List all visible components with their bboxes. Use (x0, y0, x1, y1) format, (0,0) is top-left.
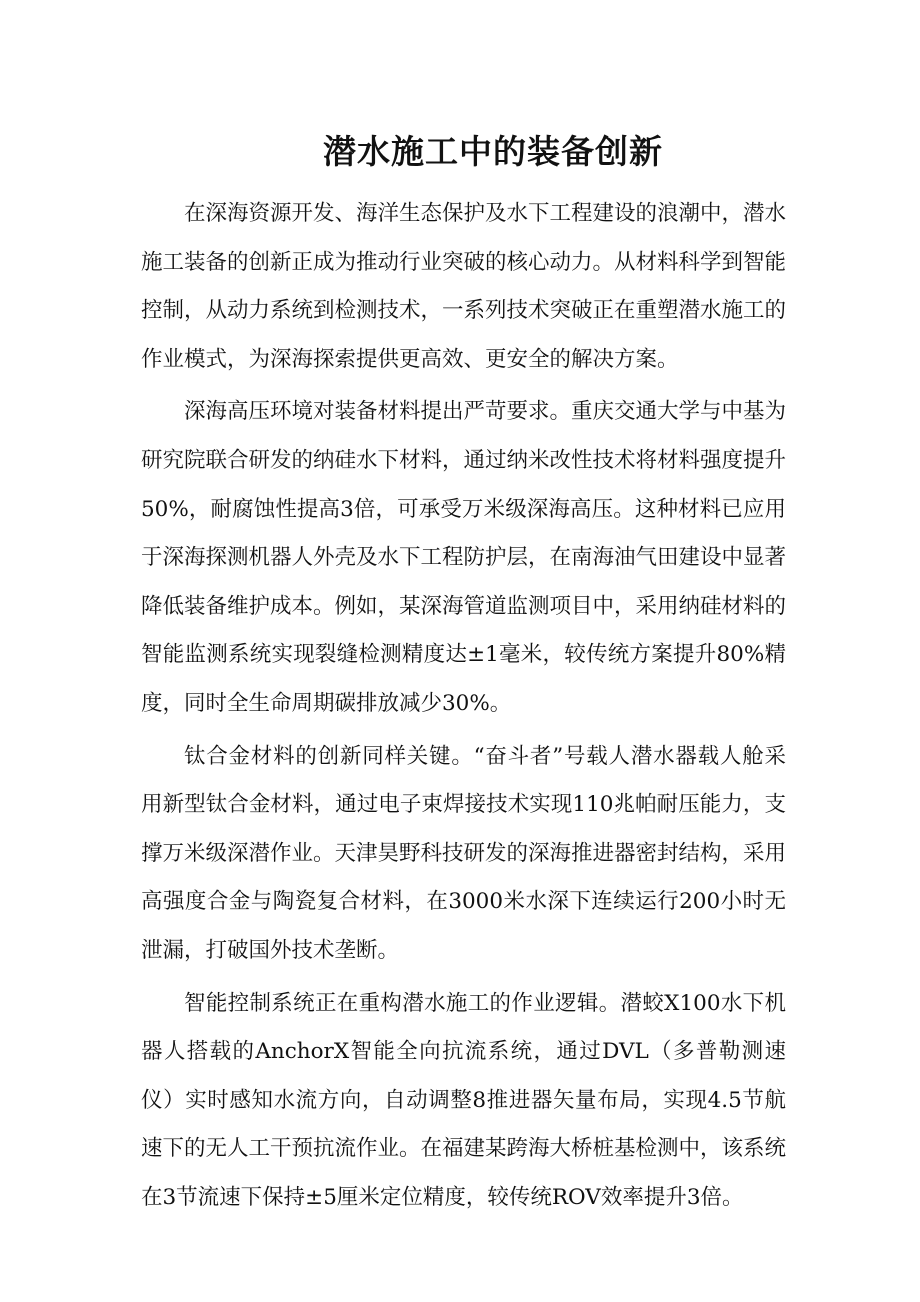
paragraph-intro: 在深海资源开发、海洋生态保护及水下工程建设的浪潮中，潜水施工装备的创新正成为推动行业突破的核心动力。从材料科学到智能控制，从动力系统到检测技术，一系列技术突破正在重塑潜水施工的作业模式，为深海探索提供更高效、更安全的解决方案。 (141, 201, 787, 372)
document-title: 潜水施工中的装备创新 (323, 132, 663, 171)
document-body (141, 190, 786, 1226)
paragraph-intelligent-control: 智能控制系统正在重构潜水施工的作业逻辑。潜蛟X100水下机器人搭载的AnchorX智能全向抗流系统，通过DVL（多普勒测速仪）实时感知水流方向，自动调整8推进器矢量布局，实现4.5节航速下的无人工干预抗流作业。在福建某跨海大桥桩基检测中，该系统在3节流速下保持±5厘米定位精度，较传统ROV效率提升3倍。 (141, 990, 787, 1210)
paragraph-titanium-alloy: 钛合金材料的创新同样关键。“奋斗者”号载人潜水器载人舱采用新型钛合金材料，通过电子束焊接技术实现110兆帕耐压能力，支撑万米级深潜作业。天津昊野科技研发的深海推进器密封结构，采用高强度合金与陶瓷复合材料，在3000米水深下连续运行200小时无泄漏，打破国外技术垄断。 (141, 743, 787, 963)
paragraph-nano-silicon-material: 深海高压环境对装备材料提出严苛要求。重庆交通大学与中基为研究院联合研发的纳硅水下材料，通过纳米改性技术将材料强度提升50%，耐腐蚀性提高3倍，可承受万米级深海高压。这种材料已应用于深海探测机器人外壳及水下工程防护层，在南海油气田建设中显著降低装备维护成本。例如，某深海管道监测项目中，采用纳硅材料的智能监测系统实现裂缝检测精度达±1毫米，较传统方案提升80%精度，同时全生命周期碳排放减少30%。 (141, 399, 787, 716)
